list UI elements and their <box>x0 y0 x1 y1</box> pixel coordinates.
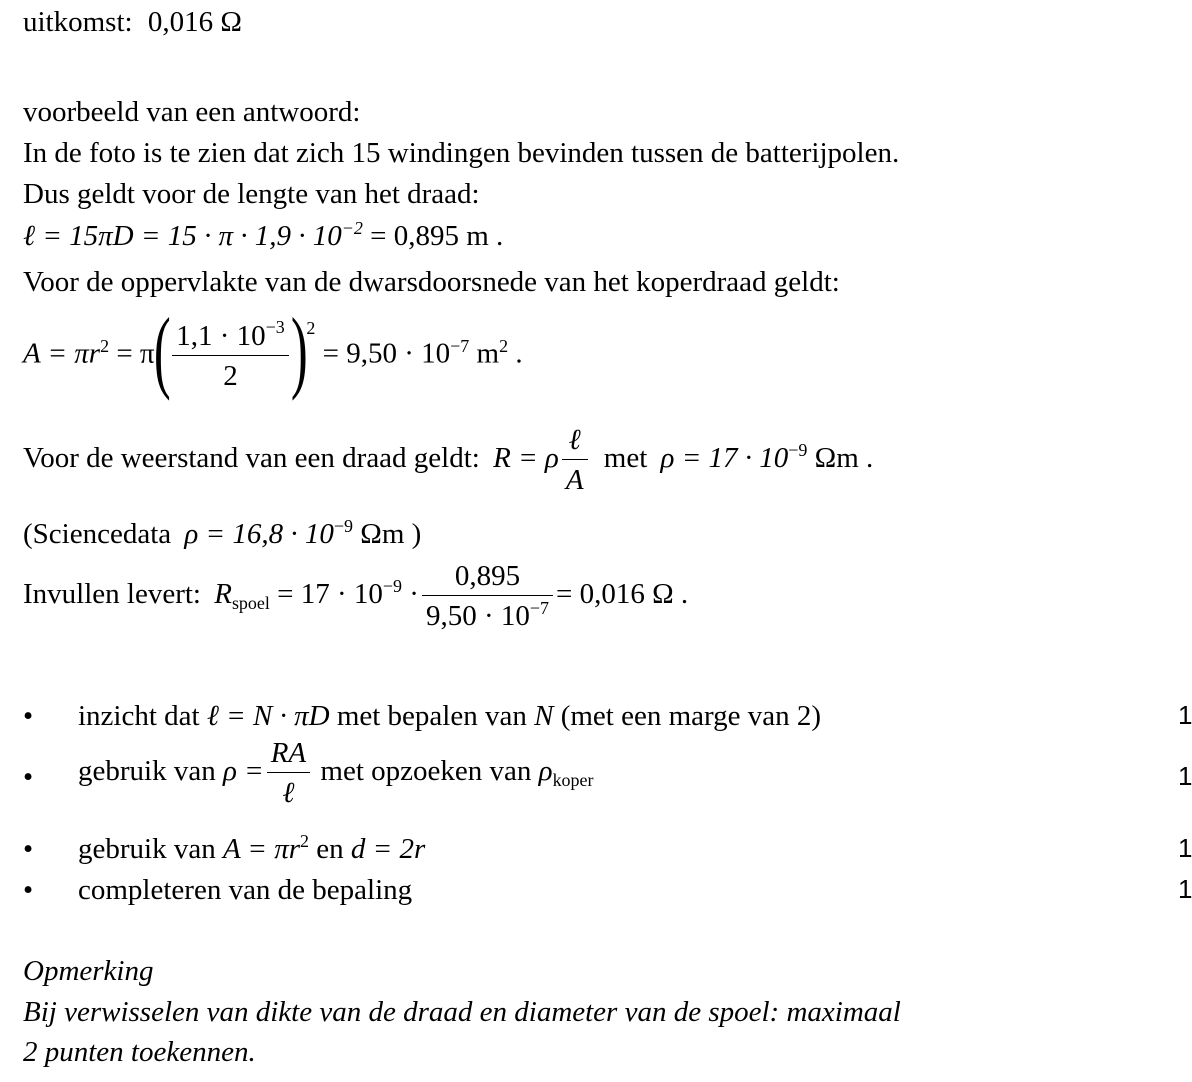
example-line-3: Voor de oppervlakte van de dwarsdoorsnede van het koperdraad geldt: <box>23 266 840 298</box>
outcome-value: 0,016 Ω <box>147 6 242 38</box>
equation-area: $A = \pi r^2 = \pi$( $\frac{1,1 \cdot 10^{-3}}{2}$ )$^2 = 9,50 \cdot 10^{-7}$ $m^2$ . <box>23 299 523 401</box>
criterion-4: • completeren van de bepaling 1 <box>23 874 1192 906</box>
criterion-points: 1 <box>1178 833 1192 863</box>
bullet: • <box>23 833 34 865</box>
resistance-fraction: $\frac{\text{ℓ}}{A}$ <box>562 426 588 495</box>
example-line-1: In de foto is te zien dat zich 15 windingen bevinden tussen de batterijpolen. <box>23 137 900 169</box>
example-line-2: Dus geldt voor de lengte van het draad: <box>23 178 480 210</box>
criterion-3: • gebruik van $A = \pi r^2$ en d = 2r 1 <box>23 830 1192 865</box>
criterion-1: • inzicht dat ℓ = N · πD met bepalen van N (met een marge van 2) 1 <box>23 700 1192 732</box>
bullet: • <box>23 874 34 906</box>
sciencedata-line: (Sciencedata $\rho = 16,8 \cdot 10^{-9}$ Ωm ) <box>23 515 422 550</box>
outcome-line <box>23 8 242 37</box>
equation-length: ℓ = $15\pi D = 15 \cdot \pi \cdot 1,9 \cdot 10^{-2} = 0,895$ m . <box>23 217 504 252</box>
criterion-points: 1 <box>1178 761 1192 791</box>
criterion-fraction: $\frac{RA}{\text{ℓ}}$ <box>267 739 310 808</box>
remark-title: Opmerking <box>23 955 154 987</box>
criterion-2: • gebruik van ρ = $\frac{RA}{\text{ℓ}}$ met opzoeken van $\rho_{koper}$ 1 <box>23 737 1192 809</box>
substitution-fraction: $\frac{0,895}{9,50 \cdot 10^{-7}}$ <box>422 562 553 631</box>
area-fraction: $\frac{1,1 \cdot 10^{-3}}{2}$ <box>172 322 289 391</box>
remark-line-1: Bij verwisselen van dikte van de draad en diameter van de spoel: maximaal <box>23 996 901 1028</box>
example-heading: voorbeeld van een antwoord: <box>23 96 361 128</box>
criterion-points: 1 <box>1178 874 1192 904</box>
outcome-label: uitkomst: <box>23 6 133 38</box>
bullet: • <box>23 761 34 793</box>
resistance-line: Voor de weerstand van een draad geldt: R = ρ $\frac{\text{ℓ}}{A}$ met $\rho = 17 \cdot 10^{-9}$ Ωm . <box>23 424 874 496</box>
criterion-points: 1 <box>1178 700 1192 730</box>
remark-line-2: 2 punten toekennen. <box>23 1036 256 1068</box>
substitution-line: Invullen levert: $R_{spoel} = 17 \cdot 10^{-9}$ · $\frac{0,895}{9,50 \cdot 10^{-7}}$ = 0,016 Ω . <box>23 560 689 632</box>
bullet: • <box>23 700 34 732</box>
